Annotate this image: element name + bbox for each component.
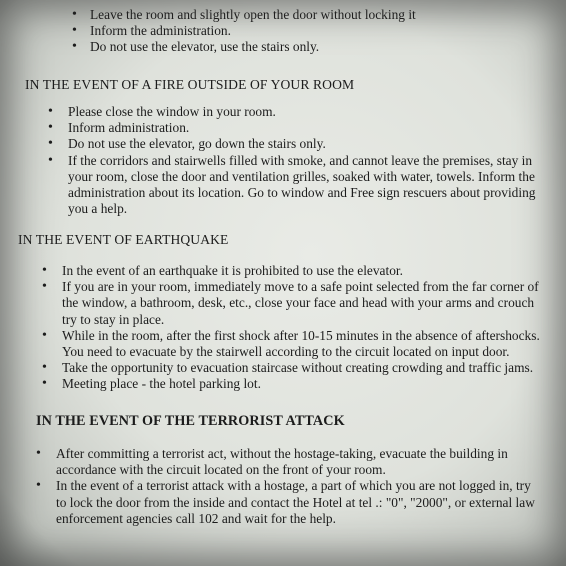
list-item: • If the corridors and stairwells filled with smoke, and cannot leave the premises, stay in your room, close the door and ventilation grilles, soaked with water, towels. Inform the administration about its location. Go to window and Free sign rescuers about providing you a help. — [46, 153, 546, 218]
list-item: • Inform administration. — [46, 120, 546, 136]
list-item: • Do not use the elevator, go down the stairs only. — [46, 136, 546, 152]
earthquake-instructions — [40, 263, 550, 393]
list-item: • While in the room, after the first shock after 10-15 minutes in the absence of aftershocks. You need to evacuate by the stairwell according to the circuit located on input door. — [40, 328, 550, 360]
heading-earthquake: IN THE EVENT OF EARTHQUAKE — [18, 232, 229, 247]
terrorist-instructions — [34, 446, 544, 527]
list-item: • Do not use the elevator, use the stairs only. — [70, 39, 540, 55]
terrorist-list — [34, 446, 544, 527]
list-item: • In the event of an earthquake it is prohibited to use the elevator. — [40, 263, 550, 279]
list-item: • Take the opportunity to evacuation staircase without creating crowding and traffic jams. — [40, 360, 550, 376]
heading-terrorist-attack: IN THE EVENT OF THE TERRORIST ATTACK — [36, 413, 345, 429]
list-item: • If you are in your room, immediately move to a safe point selected from the far corner of the window, a bathroom, desk, etc., close your face and head with your arms and crouch try to stay in place. — [40, 279, 550, 328]
list-item: • In the event of a terrorist attack with a hostage, a part of which you are not logged in, try to lock the door from the inside and contact the Hotel at tel .: "0", "2000", or external law enforcement agencies call 102 and wait for the help. — [34, 478, 544, 527]
list-item: • Inform the administration. — [70, 23, 540, 39]
list-item: • Leave the room and slightly open the door without locking it — [70, 7, 540, 23]
fire-outside-instructions — [46, 104, 546, 217]
fire-outside-list — [46, 104, 546, 217]
earthquake-list — [40, 263, 550, 393]
room-fire-list — [70, 7, 540, 56]
list-item: • After committing a terrorist act, without the hostage-taking, evacuate the building in accordance with the circuit located on the front of your room. — [34, 446, 544, 478]
list-item: • Meeting place - the hotel parking lot. — [40, 376, 550, 392]
room-fire-instructions — [70, 7, 540, 56]
list-item: • Please close the window in your room. — [46, 104, 546, 120]
heading-fire-outside: IN THE EVENT OF A FIRE OUTSIDE OF YOUR ROOM — [25, 77, 355, 92]
